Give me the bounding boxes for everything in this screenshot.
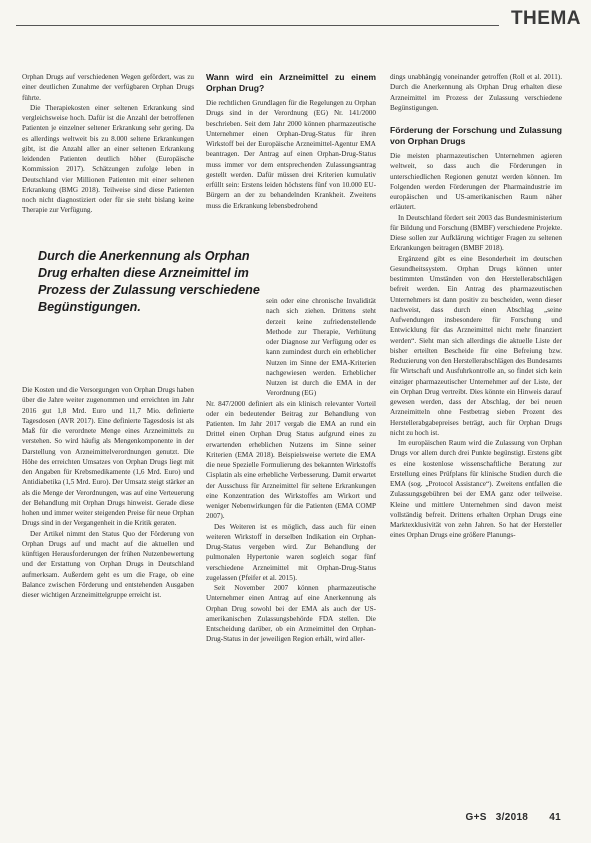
paragraph: Im europäischen Raum wird die Zulassung von Orphan Drugs vor allem durch drei Punkte begünstigt. Erstens gibt es eine kostenlose wissenschaftliche Beratung zur Erstellung eines Prüfplans für klinische Studien durch die EMA (sog. „Protocol Assistance“). Zweitens entfallen die Zulassungsgebühren bei der EMA ganz oder teilweise. Kleine und mittlere Unternehmen sind davon meist vollständig befreit. Drittens erhalten Orphan Drugs eine Marktexklusivität von zehn Jahren. So hat der Hersteller eines Orphan Drugs eine größere Planungs- [390,439,562,540]
issue-number: 3/2018 [495,812,529,823]
paragraph: Die rechtlichen Grundlagen für die Regelungen zu Orphan Drugs sind in der Verordnung (EG) Nr. 141/2000 beschrieben. Seit dem Jahr 2000 können pharmazeutische Unternehmer einen Orphan-Drug-Status für ihren Wirkstoff bei der Europäische Arzneimittel-Agentur EMA beantragen. Der Antrag auf einen Orphan-Drug-Status muss immer vor dem entsprechenden Zulassungsantrag gestellt werden. Dafür müssen drei Kriterien kumulativ erfüllt sein: Erstens leiden höchstens fünf von 10.000 EU-Bürgern an der zu behandelnden Krankheit. Zweitens muss die Erkrankung lebensbedrohend [206,99,376,210]
paragraph: dings unabhängig voneinander getroffen (Roll et al. 2011). Durch die Anerkennung als Orphan Drug erhalten diese Arzneimittel im Prozess der Zulassung verschiedene Begünstigungen. [390,73,562,112]
page-footer [465,812,561,823]
section-title: THEMA [510,8,581,29]
section-heading: Wann wird ein Arzneimittel zu einem Orphan Drug? [206,72,376,93]
section-heading: Förderung der Forschung und Zulassung von Orphan Drugs [390,125,562,146]
pull-quote: Durch die Anerkennung als Orphan Drug erhalten diese Arzneimittel im Prozess der Zulassung verschiedene Begünstigungen. [38,249,260,314]
paragraph: In Deutschland fördert seit 2003 das Bundesministerium für Bildung und Forschung (BMBF) verschiedene Projekte. Diese sollen zur Aufklärung wichtiger Fragen zu seltenen Erkrankungen beitragen (BMBF 2018). [390,213,562,253]
paragraph: Orphan Drugs auf verschiedenen Wegen gefördert, was zu einer deutlichen Zunahme der verfügbaren Orphan Drugs führte. [22,73,194,102]
column-1-top [22,72,194,216]
column-3 [390,72,562,541]
paragraph: Ergänzend gibt es eine Besonderheit im deutschen Gesundheitssystem. Orphan Drugs können unter bestimmten Umständen von den Herstellerabschlägen befreit werden. Ein Antrag des pharmazeutischen Unternehmers ist dann positiv zu bescheiden, wenn dieser nachweist, dass durch einen Abschlag „seine Aufwendungen insbesondere für Forschung und Entwicklung für das Arzneimittel nicht mehr finanziert werden“. Sieht man sich allerdings die aktuelle Liste der bisher erteilten Bescheide für eine Befreiung bzw. Reduzierung von den Herstellerabschlägen des Bundesamts für Wirtschaft und Ausfuhrkontrolle an, so findet sich kein einziger pharmazeutischer Unternehmer auf der Liste, der ein Orphan Drug vertreibt. Dies könnte ein Hinweis darauf gewesen werden, dass der Abschlag, der bei neuen Arzneimitteln ohne Festbetrag sieben Prozent des Herstellerabgabepreises beträgt, auch für Orphan Drugs nicht zu hoch ist. [390,254,562,437]
column-2-bottom [206,296,376,645]
paragraph: Der Artikel nimmt den Status Quo der Förderung von Orphan Drugs auf und macht auf die aktuellen und künftigen Herausforderungen der frühen Nutzenbewertung und der Erstattung von Orphan Drugs in Deutschland aufmerksam. Außerdem geht es um die Frage, ob eine Balance zwischen Förderung und entstehenden Ausgaben dieser wichtigen Arzneimittelgruppe erreicht ist. [22,529,194,599]
paragraph: Die Kosten und die Versorgungen von Orphan Drugs haben über die Jahre weiter zugenommen und erreichten im Jahr 2016 gut 1,8 Mrd. Euro und 11,7 Mio. definierte Tagesdosen (AVR 2017). Eine definierte Tagesdosis ist als Maß für die verordnete Menge eines Arzneimittels zu verstehen. So wird häufig als Mengenkomponente in der Darstellung von Arzneimittelverordnungen genutzt. Die Höhe des erreichten Umsatzes von Orphan Drugs liegt mit den Angaben für Krebsmedikamente (1,6 Mrd. Euro) und Antidiabetika (1,5 Mrd. Euro). Der Umsatz steigt stärker an als die Menge der Verordnungen, was auf eine Verteuerung der Behandlung mit Orphan Drugs hinweist. Gerade diese hohen und immer weiter steigenden Preise für neue Orphan Drugs sind in der Vergangenheit in die Kritik geraten. [22,386,194,528]
paragraph: Des Weiteren ist es möglich, dass auch für einen weiteren Wirkstoff in derselben Indikation ein Orphan-Drug-Status vergeben wird. Zur Behandlung der pulmonalen Hypertonie waren sogleich sogar fünf verschiedene Arzneimittel mit Orphan-Drug-Status zugelassen (Pfeifer et al. 2015). [206,522,376,582]
column-1-bottom [22,385,194,600]
page-number: 41 [549,812,561,823]
paragraph: Seit November 2007 können pharmazeutische Unternehmer einen Antrag auf eine Anerkennung als Orphan Drug sowohl bei der EMA als auch der US-amerikanischen Zulassungsbehörde FDA stellen. Die Entscheidung darüber, ob ein Arzneimittel den Orphan-Drug-Status in der jeweiligen Region erhält, wird aller- [206,584,376,644]
paragraph: Die meisten pharmazeutischen Unternehmen agieren weltweit, so dass auch die Förderungen in unterschiedlichen Regionen genutzt werden können. Im Folgenden werden Förderungen der Pharmaindustrie im europäischen und US-amerikanischen Raum näher erläutert. [390,152,562,212]
journal-brand: G+S [465,812,487,823]
header-rule [16,25,499,26]
paragraph: Nr. 847/2000 definiert als ein klinisch relevanter Vorteil oder ein bedeutender Beitrag zur Behandlung von Patienten. Im Jahr 2017 vergab die EMA an rund ein Drittel einen Orphan Drug Status aufgrund eines zu erwartenden erheblichen Nutzens im Sinne seiner Kriterien (EMA 2018). Beispielsweise wertete die EMA die neue Spezielle Formulierung des bekannten Wirkstoffs Cisplatin als eine erhebliche Verbesserung. Damit erwartet der Ausschuss für Arzneimittel für seltene Erkrankungen eine Konzentration des Wirkstoffes am Wirkort und weniger Nebenwirkungen für die Patienten (EMA COMP 2007). [206,399,376,521]
column-2-top [206,72,376,211]
paragraph: sein oder eine chronische Invalidität nach sich ziehen. Drittens steht derzeit keine zufriedenstellende Methode zur Therapie, Verhütung oder Diagnose zur Verfügung oder es kann zumindest durch ein erheblicher Nutzen im Sinne der EMA-Kriterien nachgewiesen werden. Erheblicher Nutzen ist durch die EMA in der Verordnung (EG) [266,297,376,398]
page-header [0,0,591,40]
wrapped-text [206,296,376,399]
paragraph: Die Therapiekosten einer seltenen Erkrankung sind vergleichsweise hoch. Dafür ist die Anzahl der betroffenen Patienten je einzelner seltener Erkrankung sehr gering. Da es allerdings weltweit bis zu 8.000 seltene Erkrankungen gibt, ist die Anzahl aller an einer seltenen Erkrankung leidenden Patienten deutlich höher (Europäische Kommission 2017). Schätzungen zufolge leben in Deutschland vier Millionen Patienten mit einer seltenen Erkrankung (BMG 2018). Teilweise sind diese Patienten noch nicht diagnostiziert oder für sie steht bislang keine Therapie zur Verfügung. [22,103,194,215]
